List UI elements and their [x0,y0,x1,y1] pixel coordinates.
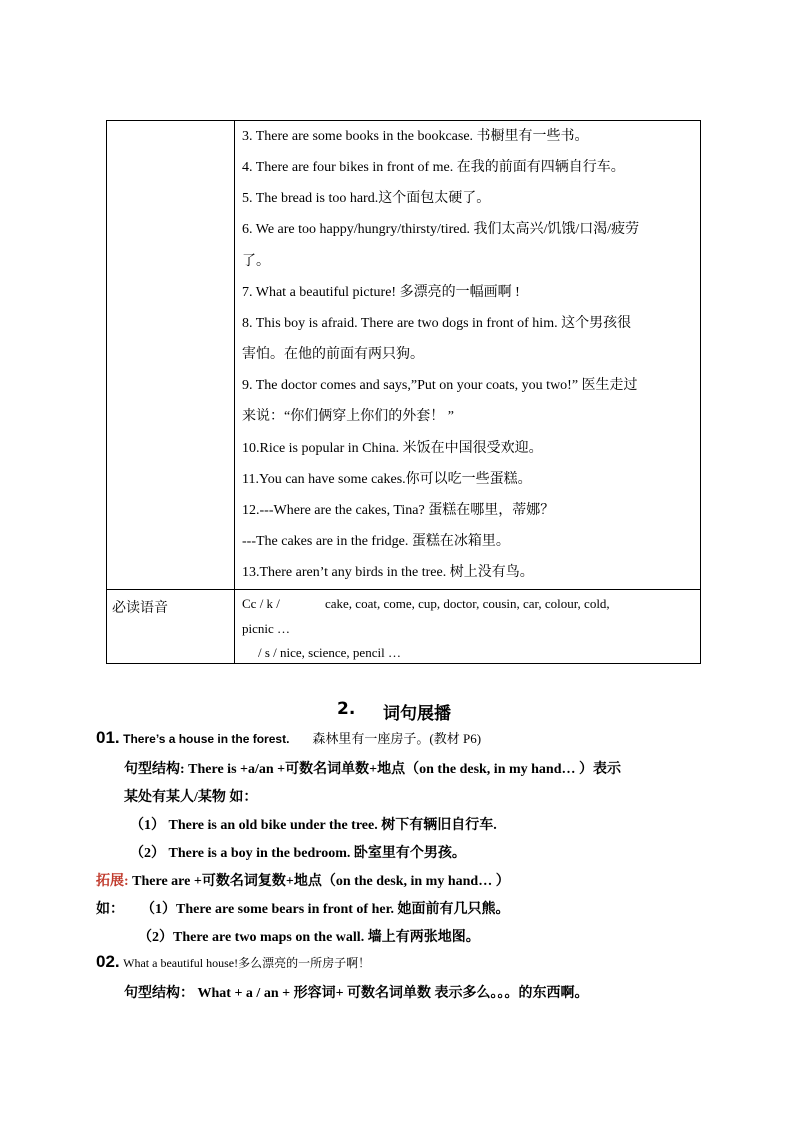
item-01 [96,728,481,748]
sentence-13: 13.There aren’t any birds in the tree. 树上没有鸟。 [242,565,534,580]
section-title: 词句展播 [383,704,451,724]
extension-label: 拓展: [96,874,129,889]
structure-line: 句型结构: There is +a/an +可数名词单数+地点（on the desk, in my hand… ）表示 [124,762,621,777]
example-1: （1） There is an old bike under the tree. 树下有辆旧自行车. [130,818,497,833]
sentence-8-cont: 害怕。在他的前面有两只狗。 [242,347,424,362]
phonics-words-k-cont: picnic … [242,621,291,636]
item-sentence: What a beautiful house!多么漂亮的一所房子啊！ [123,956,371,970]
table-border-left [106,120,107,664]
item-sentence-cn: 森林里有一座房子。(教材 P6) [312,731,482,746]
extension-line [96,870,510,890]
table-border-bottom [106,663,700,664]
sentence-11: 11.You can have some cakes.你可以吃一些蛋糕。 [242,472,532,487]
item-number: 02. [96,952,120,971]
sentence-6: 6. We are too happy/hungry/thirsty/tired. 我们太高兴/饥饿/口渴/疲劳 [242,222,640,237]
sentence-9: 9. The doctor comes and says,”Put on your coats, you two!” 医生走过 [242,378,638,393]
phonics-header: 必读语音 [112,600,168,616]
table-border-top [106,120,700,121]
example-label: 如： [96,902,124,917]
extension-example-2: （2）There are two maps on the wall. 墙上有两张地图。 [138,930,480,945]
item-02 [96,952,370,972]
structure-line-cont: 某处有某人/某物 如： [124,790,258,805]
table-border-right [700,120,701,664]
phonics-words-k: cake, coat, come, cup, doctor, cousin, car, colour, cold, [325,596,610,611]
phonics-words-s: / s / nice, science, pencil … [258,645,401,660]
sentence-4: 4. There are four bikes in front of me. 在我的前面有四辆自行车。 [242,160,625,175]
table-column-divider [234,120,235,664]
sentence-7: 7. What a beautiful picture! 多漂亮的一幅画啊 ! [242,285,520,300]
extension-example-1 [96,898,510,918]
item-number: 01. [96,728,120,747]
sentence-6-cont: 了。 [242,254,270,269]
table-row-divider [106,589,700,590]
sentence-5: 5. The bread is too hard.这个面包太硬了。 [242,191,491,206]
sentence-10: 10.Rice is popular in China. 米饭在中国很受欢迎。 [242,441,543,456]
example-2: （2） There is a boy in the bedroom. 卧室里有个男孩。 [130,846,466,861]
sentence-12: 12.---Where are the cakes, Tina? 蛋糕在哪里，蒂娜？ [242,503,555,518]
sentence-9-cont: 来说：“你们俩穿上你们的外套！ ” [242,409,454,424]
sentence-8: 8. This boy is afraid. There are two dogs in front of him. 这个男孩很 [242,316,632,331]
item-sentence-en: There’s a house in the forest. [123,732,290,746]
sentence-3: 3. There are some books in the bookcase. 书橱里有一些书。 [242,129,589,144]
sentence-12-answer: ---The cakes are in the fridge. 蛋糕在冰箱里。 [242,534,510,549]
phonics-label-k: Cc / k / [242,596,280,611]
structure-line-2: 句型结构： What + a / an + 形容词+ 可数名词单数 表示多么。。。的东西啊。 [124,986,589,1001]
extension-text: There are +可数名词复数+地点（on the desk, in my hand… ） [128,874,510,889]
extension-example-text: （1）There are some bears in front of her. 她面前有几只熊。 [141,902,510,917]
section-number: 2. [337,699,356,719]
